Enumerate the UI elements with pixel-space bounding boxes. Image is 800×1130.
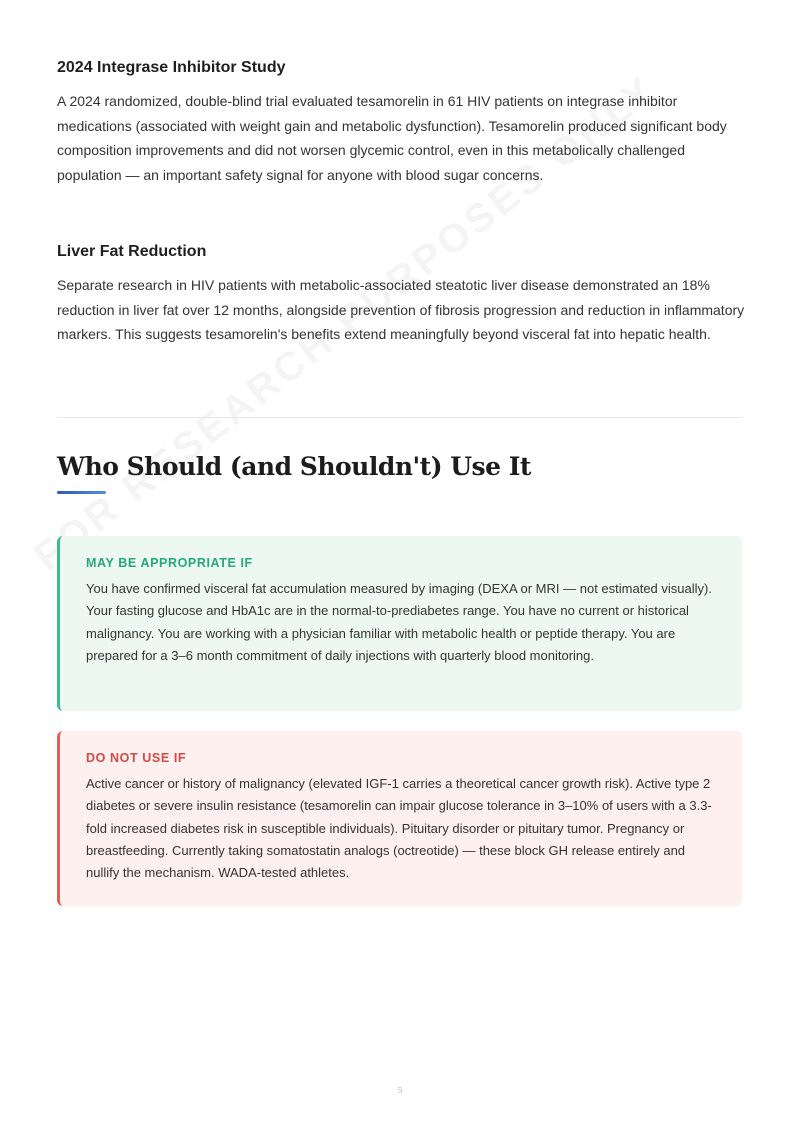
section-title: Who Should (and Shouldn't) Use It <box>57 452 531 481</box>
appropriate-label: MAY BE APPROPRIATE IF <box>86 556 253 570</box>
integrase-study-heading: 2024 Integrase Inhibitor Study <box>57 59 286 76</box>
do-not-use-text: Active cancer or history of malignancy (elevated IGF-1 carries a theoretical cancer growth risk). Active type 2 diabetes or severe insulin resistance (tesamorelin can impair glucose tolerance in 3–10% of users with a 3.3-fold increased diabetes risk in susceptible individuals). Pituitary disorder or pituitary tumor. Pregnancy or breastfeeding. Currently taking somatostatin analogs (octreotide) — these block GH release entirely and nullify the mechanism. WADA-tested athletes. <box>86 776 712 881</box>
liver-fat-paragraph: Separate research in HIV patients with metabolic-associated steatotic liver disease demonstrated an 18% reduction in liver fat over 12 months, alongside prevention of fibrosis progression and reduction in inflammatory markers. This suggests tesamorelin's benefits extend meaningfully beyond visceral fat into hepatic health. <box>57 277 745 342</box>
appropriate-text: You have confirmed visceral fat accumulation measured by imaging (DEXA or MRI — not estimated visually). Your fasting glucose and HbA1c are in the normal-to-prediabetes range. You have no current or historical malignancy. You are working with a physician familiar with metabolic health or peptide therapy. You are prepared for a 3–6 month commitment of daily injections with quarterly blood monitoring. <box>86 581 712 663</box>
do-not-use-callout <box>57 731 742 906</box>
page-number: 5 <box>397 1086 403 1095</box>
appropriate-callout <box>57 536 742 711</box>
integrase-study-paragraph: A 2024 randomized, double-blind trial evaluated tesamorelin in 61 HIV patients on integrase inhibitor medications (associated with weight gain and metabolic dysfunction). Tesamorelin produced significant body composition improvements and did not worsen glycemic control, even in this metabolically challenged population — an important safety signal for anyone with blood sugar concerns. <box>57 93 727 183</box>
liver-fat-heading: Liver Fat Reduction <box>57 243 207 260</box>
section-divider <box>57 417 742 418</box>
do-not-use-label: DO NOT USE IF <box>86 751 187 765</box>
title-accent-bar <box>57 491 106 494</box>
